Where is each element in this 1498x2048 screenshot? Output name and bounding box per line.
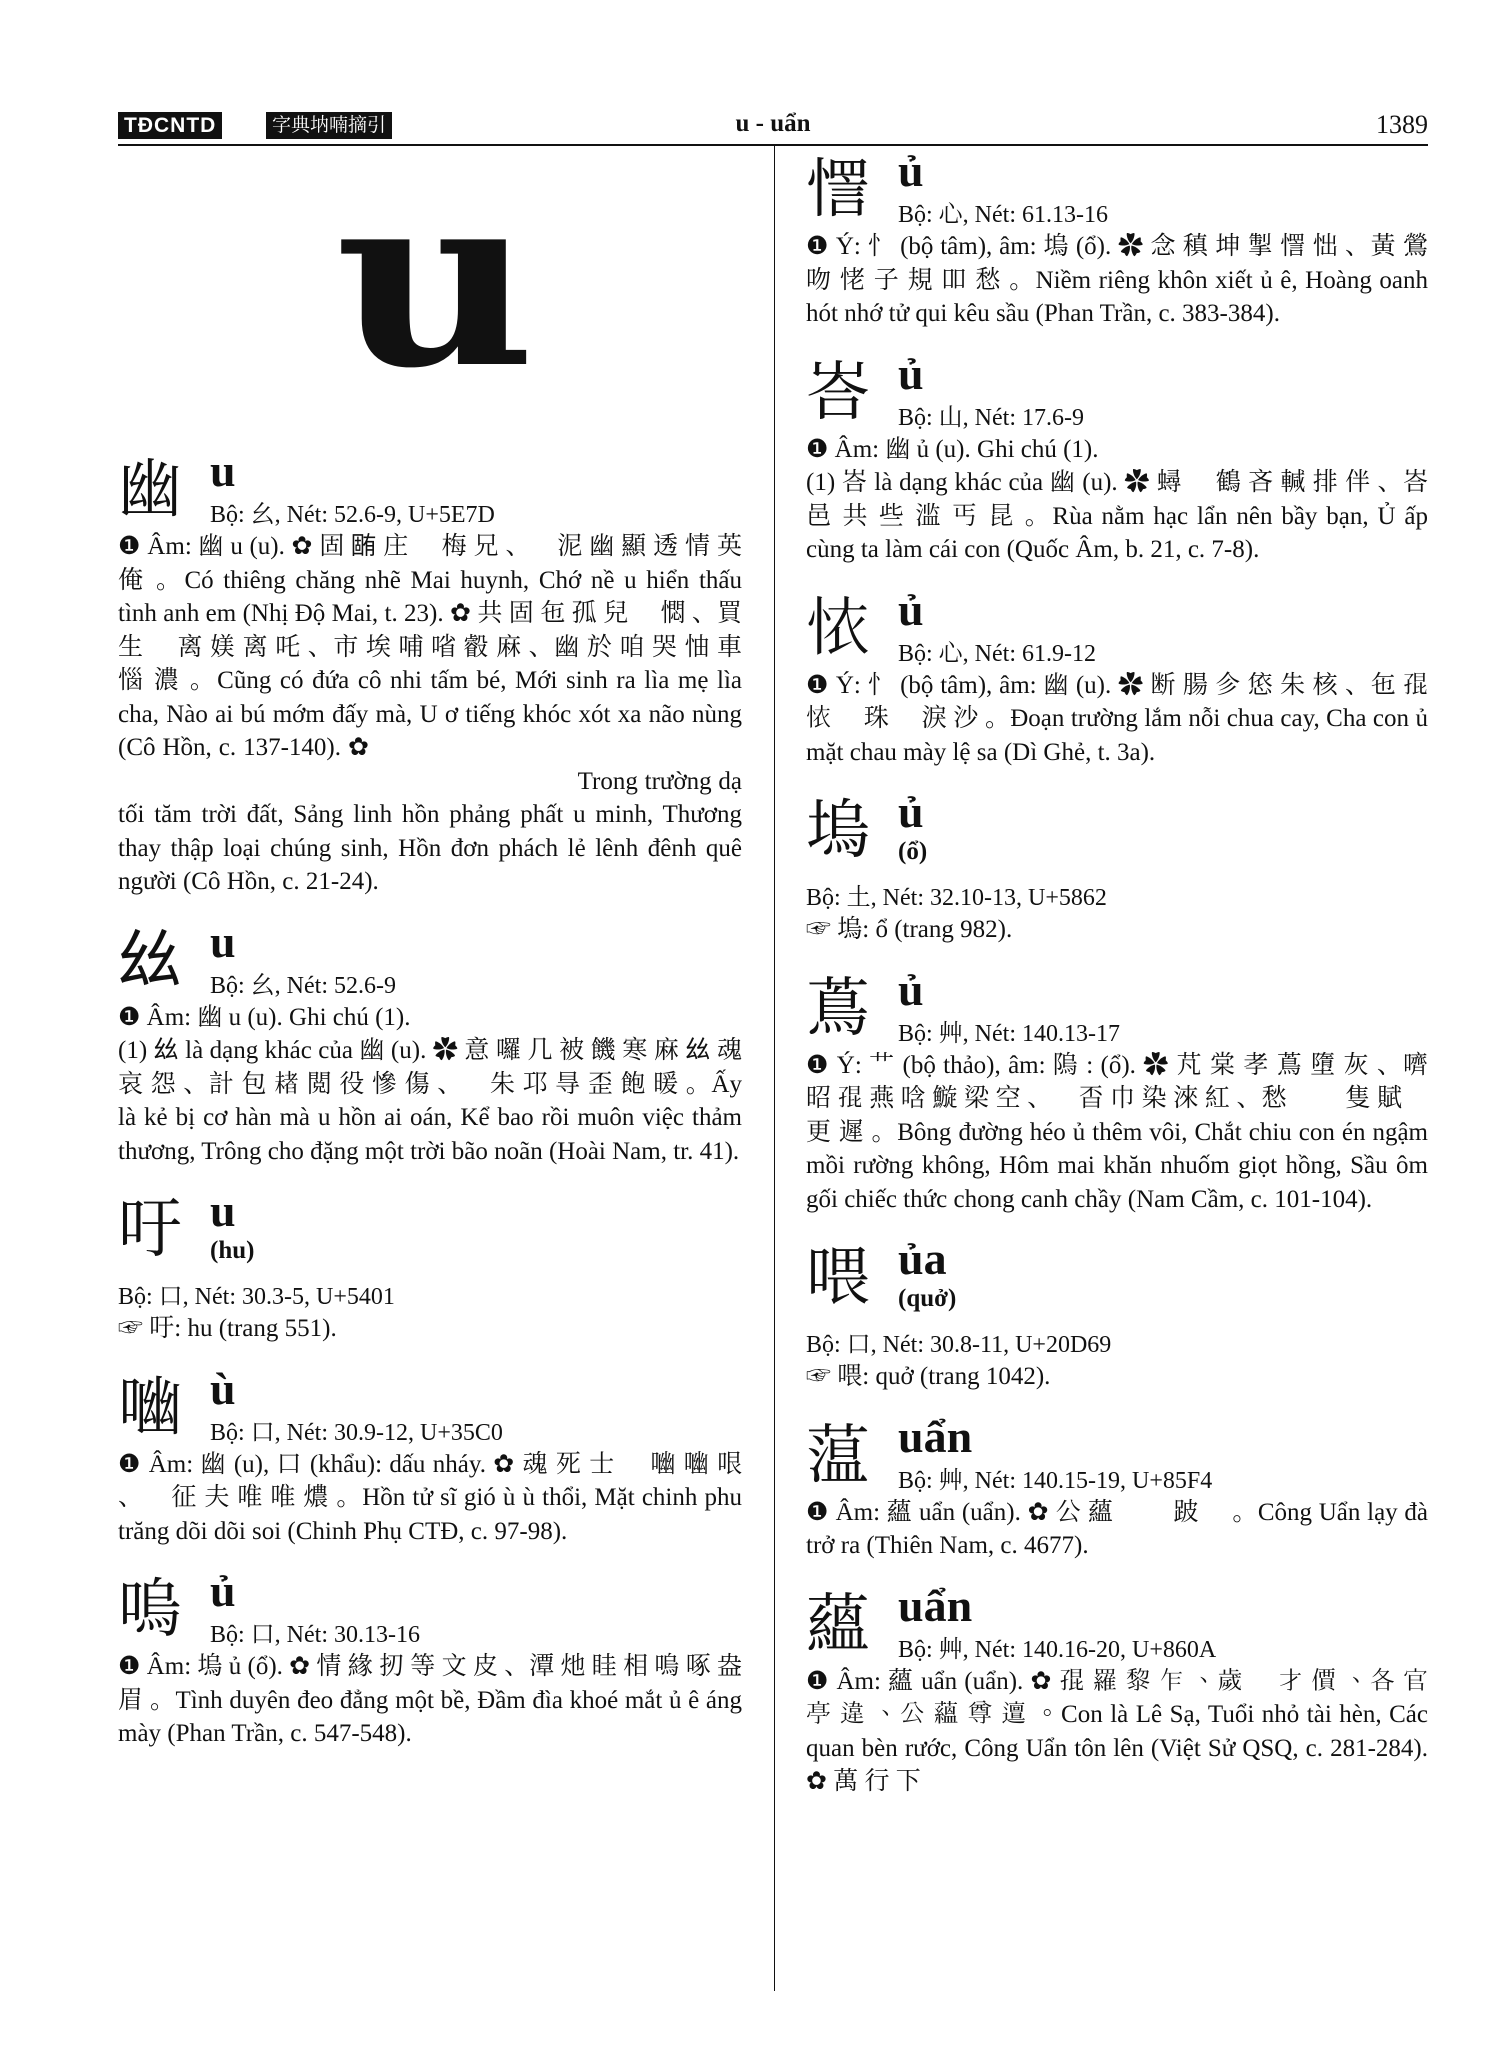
entry-definition: ☞ 喂: quở (trang 1042).: [806, 1363, 1051, 1390]
entry-glyph: 塢: [806, 794, 870, 868]
page-number: 1389: [1376, 110, 1428, 139]
entry-sub-reading: (hu): [210, 1237, 255, 1264]
entry-reading: ủ: [898, 963, 924, 1015]
left-entries: [118, 445, 742, 1751]
entry-meta: Bộ: 口, Nét: 30.3-5, U+5401: [118, 1284, 395, 1310]
entry-meta: Bộ: 心, Nét: 61.13-16: [898, 202, 1108, 228]
entry-glyph: 蘊: [806, 1587, 870, 1662]
entry-head: [806, 963, 1428, 1049]
entry-reading: ủ: [898, 145, 924, 196]
entry-reading: ủ: [898, 583, 924, 635]
dictionary-entry: [806, 786, 1428, 947]
left-column: [118, 139, 742, 1773]
entry-glyph: 喂: [806, 1241, 870, 1315]
entry-reading: u: [210, 1185, 236, 1236]
entry-meta: Bộ: 口, Nét: 30.13-16: [210, 1622, 420, 1648]
entry-glyph: 𢆶: [118, 923, 182, 998]
entry-meta: Bộ: 山, Nét: 17.6-9: [898, 404, 1084, 431]
entry-reading: ủ: [898, 347, 924, 399]
entry-reading: uẩn: [898, 1579, 973, 1631]
entry-glyph: 幽: [118, 453, 182, 527]
dictionary-entry: [118, 915, 742, 1169]
running-title: u - uẩn: [735, 110, 811, 137]
entry-definition: ☞ 吁: hu (trang 551).: [118, 1315, 337, 1342]
entry-meta: Bộ: 土, Nét: 32.10-13, U+5862: [806, 885, 1107, 911]
dictionary-entry: [806, 963, 1428, 1217]
entry-definition: (1) 峇 là dạng khác của 幽 (u). ✿ 蟳 𩛂 鶴 吝 輱 排 伴 、峇 邑 共 些 滥 丐 昆 。Rùa nằm hạc lẩn nên bầy bạn, Ủ ấp cùng ta làm cái con (Quốc Âm, b. 21, c. 7-8).: [806, 469, 1428, 563]
entry-meta: Bộ: 艸, Nét: 140.16-20, U+860A: [898, 1636, 1217, 1663]
entry-reading: uẩn: [898, 1410, 973, 1462]
entry-definition: ❶ Ý: 忄 (bộ tâm), âm: 幽 (u). ✿ 断 腸 㐱 㥋 朱 核 、㐌 𡥵 𢙇 𩈘 珠 𨁪 淚 沙 。Đoạn trường lắm nỗi chua cay, Cha con ủ mặt chau mày lệ sa (Dì Ghẻ, t. 3a).: [806, 671, 1428, 766]
entry-reading: ủ: [898, 786, 924, 837]
dictionary-entry: [806, 1579, 1428, 1799]
dictionary-entry: [806, 145, 1428, 331]
entry-definition: ❶ Âm: 幽 ủ (u). Ghi chú (1).: [806, 435, 1099, 463]
entry-head: [806, 583, 1428, 669]
entry-meta: Bộ: 口, Nét: 30.8-11, U+20D69: [806, 1332, 1112, 1358]
entry-head: [806, 145, 1428, 230]
entry-reading: u: [210, 915, 236, 967]
entry-glyph: 㗀: [118, 1370, 182, 1445]
entry-head: [118, 915, 742, 1001]
entry-head: [806, 347, 1428, 433]
entry-head: [806, 1579, 1428, 1665]
entry-head: [118, 1185, 742, 1282]
dictionary-entry: [806, 583, 1428, 770]
page-header: [118, 108, 1428, 146]
entry-definition: ❶ Âm: 幽 u (u). ✿ 固 𣎏 庄 𩙌 梅 兄 、𣹓 泥 幽 顯 透 情 英 俺 。Có thiêng chăng nhẽ Mai huynh, Chớ nề u hiển thấu tình anh em (Nhị Độ Mai, t. 23). ✿ 共 固 㐌 孤 兒 𢚸 㦖 、買 生 𦊚 离 媄 离 吒 、市 埃 哺 㗂 㲊 麻 、幽 於 咱 哭 怞 車 惱 濃 。Cũng có đứa cô nhi tấm bé, Mới sinh ra lìa mẹ lìa cha, Nào ai bú mớm đấy mà, U ơ tiếng khóc xót xa não nùng (Cô Hồn, c. 137-140). ✿ 𨷑 長 夜 最 𢚸 歪 坦 、爽 靈 魂 彷 彿 幽 冥 、傷 台 十 類 眾 生 、魂 單 魄 襪 冷 汀 圭 𠊛 。Trong trường dạ tối tăm trời đất, Sảng linh hồn phảng phất u minh, Thương thay thập loại chúng sinh, Hồn đơn phách lẻ lênh đênh quê người (Cô Hồn, c. 21-24).: [118, 533, 742, 895]
entry-meta: Bộ: 口, Nét: 30.9-12, U+35C0: [210, 1419, 503, 1446]
entry-head: [806, 1410, 1428, 1496]
logo-han: 字典㘨喃摘引: [266, 112, 392, 139]
dictionary-entry: [806, 1233, 1428, 1394]
entry-definition: ❶ Âm: 蘊 uẩn (uẩn). ✿ 𡥵 羅 黎 乍 、歲 𡮈 才 價 、各 官 𠅘 違 、公 蘊 尊 邅 。Con là Lê Sạ, Tuổi nhỏ tài hèn, Các quan bèn rước, Công Uẩn tôn lên (Việt Sử QSQ, c. 281-284). ✿ 萬 行 下: [806, 1667, 1428, 1795]
entry-definition: ❶ Âm: 蘊 uẩn (uẩn). ✿ 公 蘊 𢫝 𠀧 跛 𡎝 。Công Uẩn lạy đà trở ra (Thiên Nam, c. 4677).: [806, 1498, 1428, 1559]
entry-definition: ❶ Âm: 幽 u (u). Ghi chú (1).: [118, 1003, 411, 1031]
entry-reading: ủa: [898, 1233, 947, 1284]
entry-definition: ❶ Ý: 艹 (bộ thảo), âm: 隖 : (ổ). ✿ 芃 棠 孝 蔦 墮 灰 、嚌 昭 𡥵 燕 唅 䲂 梁 空 、𣋚 㫘 巾 染 淶 紅 、愁 𡑝 𦊛 隻 賦 𤈜 更 遲 。Bông đường héo ủ thêm vôi, Chắt chiu con én ngậm mồi rường không, Hôm mai khăn nhuốm giọt hồng, Sầu ôm gối chiếc thức chong canh chầy (Nam Cầm, c. 101-104).: [806, 1051, 1428, 1213]
dictionary-entry: [118, 1565, 742, 1751]
entry-meta: Bộ: 幺, Nét: 52.6-9, U+5E7D: [210, 502, 495, 528]
entry-head: [118, 1565, 742, 1650]
entry-glyph: 峇: [806, 355, 870, 430]
column-divider: [774, 146, 775, 1991]
entry-glyph: 蔦: [806, 971, 870, 1046]
entry-meta: Bộ: 心, Nét: 61.9-12: [898, 640, 1096, 667]
entry-glyph: 吁: [118, 1193, 182, 1267]
entry-definition: ☞ 塢: ổ (trang 982).: [806, 916, 1013, 943]
entry-reading: ủ: [210, 1565, 236, 1616]
entry-reading: ù: [210, 1362, 236, 1414]
entry-glyph: 𢙇: [806, 591, 870, 666]
entry-definition: ❶ Âm: 幽 (u), 口 (khẩu): dấu nháy. ✿ 魂 死 士 𦠘 㗀 㗀 哏 、𢃊 征 夫 唯 唯 燶 。Hồn tử sĩ gió ù ù thổi, Mặt chinh phu trăng dõi dõi soi (Chinh Phụ CTĐ, c. 97-98).: [118, 1450, 742, 1545]
section-letter: u: [334, 139, 536, 421]
entry-definition: ❶ Âm: 塢 ủ (ổ). ✿ 情 緣 扨 等 文 皮 、潭 灺 眭 相 嗚 啄 盎 眉 。Tình duyên đeo đẳng một bề, Đầm đìa khoé mắt ủ ê áng mày (Phan Trần, c. 547-548).: [118, 1653, 742, 1747]
entry-sub-reading: (ổ): [898, 838, 928, 865]
logo-tdcntd: TĐCNTD: [118, 112, 222, 139]
dictionary-entry: [806, 347, 1428, 567]
entry-head: [806, 786, 1428, 883]
entry-definition: (1) 𢆶 là dạng khác của 幽 (u). ✿ 意 囉 几 被 饑 寒 麻 𢆶 魂 哀 怨 、計 包 𣗓 閲 役 慘 傷 、𥉩 朱 邛 㝵 歪 飽 暖 。Ấy là kẻ bị cơ hàn mà u hồn ai oán, Kể bao rồi muôn việc thảm thương, Trông cho đặng một trời bão noãn (Hoài Nam, tr. 41).: [118, 1037, 742, 1165]
entry-definition: ❶ Ý: 忄 (bộ tâm), âm: 塢 (ổ). ✿ 念 稹 坤 掣 㦒 㤕 、黃 鶯 吻 恅 子 規 吅 愁 。Niềm riêng khôn xiết ủ ê, Hoàng oanh hót nhớ tử qui kêu sầu (Phan Trần, c. 383-384).: [806, 233, 1428, 327]
entry-sub-reading: (quở): [898, 1285, 957, 1312]
dictionary-entry: [118, 445, 742, 899]
entry-head: [118, 1362, 742, 1448]
entry-head: [806, 1233, 1428, 1330]
entry-meta: Bộ: 艸, Nét: 140.15-19, U+85F4: [898, 1467, 1213, 1494]
right-entries: [806, 145, 1428, 1799]
entry-meta: Bộ: 幺, Nét: 52.6-9: [210, 972, 396, 999]
entry-meta: Bộ: 艸, Nét: 140.13-17: [898, 1020, 1120, 1047]
dictionary-entry: [118, 1362, 742, 1549]
entry-glyph: 嗚: [118, 1573, 182, 1647]
entry-glyph: 㦒: [806, 153, 870, 227]
entry-glyph: 蕰: [806, 1418, 870, 1493]
entry-reading: u: [210, 445, 236, 496]
entry-head: [118, 445, 742, 530]
dictionary-entry: [806, 1410, 1428, 1563]
right-column: [806, 145, 1428, 1821]
dictionary-entry: [118, 1185, 742, 1346]
